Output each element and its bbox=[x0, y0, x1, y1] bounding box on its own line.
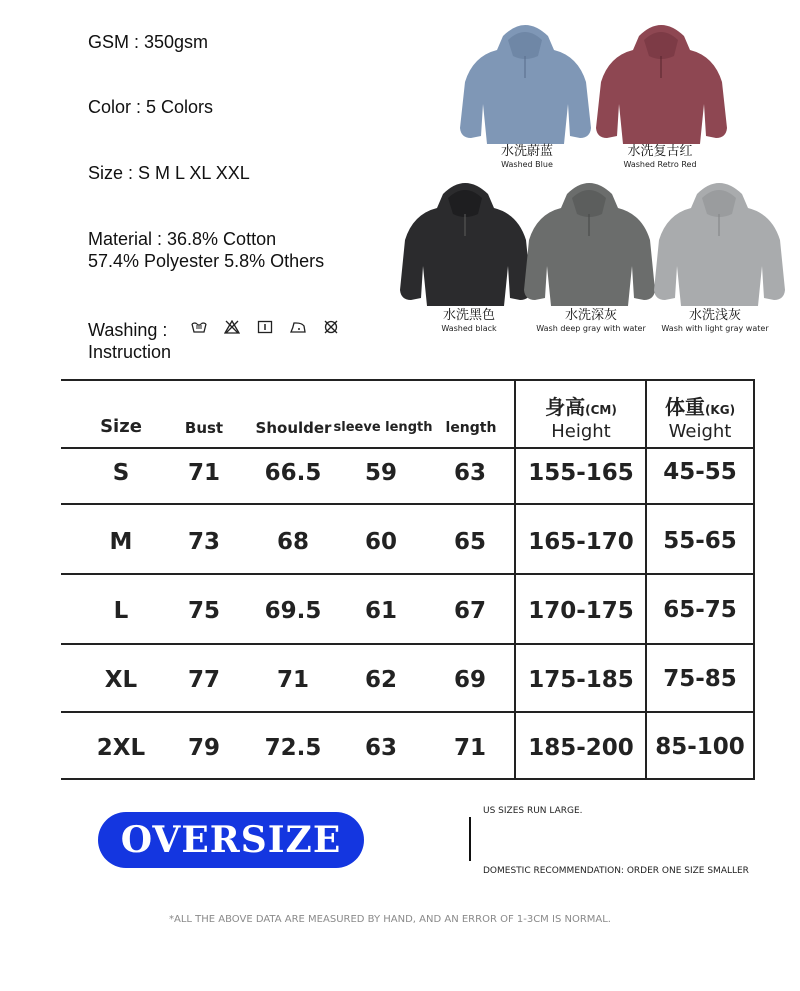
header-size: Size bbox=[100, 416, 142, 437]
spec-gsm: GSM : 350gsm bbox=[88, 32, 209, 52]
hoodie-wash-light-gray-image bbox=[652, 174, 787, 308]
header-length: length bbox=[445, 420, 497, 436]
cell-height: 170-175 bbox=[528, 598, 634, 624]
cell-weight: 45-55 bbox=[663, 459, 737, 485]
cell-length: 65 bbox=[453, 529, 486, 555]
cell-size: S bbox=[112, 460, 130, 486]
cell-shoulder: 69.5 bbox=[264, 598, 322, 624]
cell-size: 2XL bbox=[96, 735, 146, 761]
header-height-unit: (CM) bbox=[585, 403, 617, 417]
wash-icons bbox=[191, 320, 339, 334]
caption-washed-blue bbox=[457, 144, 597, 170]
hand-wash-icon bbox=[191, 320, 207, 334]
caption-washed-blue-en: Washed Blue bbox=[501, 160, 553, 169]
caption-washed-retro-red-en: Washed Retro Red bbox=[623, 160, 697, 169]
header-height-en: Height bbox=[551, 421, 611, 442]
hoodie-washed-black-image bbox=[398, 174, 533, 308]
spec-size: Size : S M L XL XXL bbox=[88, 163, 250, 183]
cell-sleeve: 63 bbox=[364, 735, 397, 761]
caption-wash-deep-gray-cn: 水洗深灰 bbox=[564, 308, 617, 323]
caption-wash-light-gray bbox=[645, 308, 785, 334]
header-shoulder: Shoulder bbox=[255, 419, 332, 437]
cell-bust: 75 bbox=[187, 598, 220, 624]
cell-size: M bbox=[109, 529, 133, 555]
cell-weight: 85-100 bbox=[655, 734, 745, 760]
table-rule-row4 bbox=[61, 711, 755, 713]
cell-sleeve: 62 bbox=[364, 667, 397, 693]
header-weight-cn: 体重 bbox=[664, 395, 705, 419]
table-rule-header bbox=[61, 447, 755, 449]
table-rule-bottom bbox=[61, 778, 755, 780]
do-not-bleach-icon bbox=[224, 320, 240, 334]
cell-sleeve: 61 bbox=[364, 598, 397, 624]
hoodie-washed-retro-red-image bbox=[594, 16, 729, 146]
hoodie-washed-black bbox=[398, 174, 533, 308]
hoodie-washed-blue bbox=[458, 16, 593, 146]
cell-bust: 71 bbox=[187, 460, 220, 486]
cell-shoulder: 66.5 bbox=[264, 460, 322, 486]
caption-wash-light-gray-cn: 水洗浅灰 bbox=[688, 308, 741, 323]
cell-sleeve: 59 bbox=[364, 460, 397, 486]
hoodie-washed-blue-image bbox=[458, 16, 593, 146]
spec-washing bbox=[88, 319, 171, 363]
hoodie-wash-deep-gray bbox=[522, 174, 657, 308]
caption-wash-deep-gray-en: Wash deep gray with water bbox=[536, 324, 646, 333]
header-sleeve: sleeve length bbox=[333, 420, 433, 435]
header-height bbox=[521, 391, 641, 442]
spec-washing-line2: Instruction bbox=[88, 342, 172, 362]
spec-washing-line1: Washing : bbox=[88, 320, 168, 340]
cell-sleeve: 60 bbox=[364, 529, 397, 555]
spec-color: Color : 5 Colors bbox=[88, 97, 214, 117]
cell-length: 67 bbox=[453, 598, 486, 624]
caption-wash-deep-gray bbox=[521, 308, 661, 334]
cell-length: 63 bbox=[453, 460, 486, 486]
cell-height: 175-185 bbox=[528, 667, 634, 693]
header-height-cn: 身高 bbox=[545, 395, 586, 419]
note-recommendation: DOMESTIC RECOMMENDATION: ORDER ONE SIZE SMALLER bbox=[483, 866, 749, 876]
cell-size: XL bbox=[104, 667, 138, 693]
header-weight bbox=[645, 391, 755, 442]
tumble-dry-icon bbox=[257, 320, 273, 334]
cell-size: L bbox=[113, 598, 129, 624]
divider-bar bbox=[469, 817, 471, 861]
caption-washed-black-en: Washed black bbox=[441, 324, 497, 333]
cell-shoulder: 68 bbox=[276, 529, 309, 555]
hoodie-washed-retro-red bbox=[594, 16, 729, 146]
do-not-dry-clean-icon bbox=[323, 320, 339, 334]
hoodie-wash-deep-gray-image bbox=[522, 174, 657, 308]
table-rule-top bbox=[61, 379, 755, 381]
hoodie-wash-light-gray bbox=[652, 174, 787, 308]
table-rule-row3 bbox=[61, 643, 755, 645]
spec-material bbox=[88, 228, 324, 272]
spec-material-line2: 57.4% Polyester 5.8% Others bbox=[88, 251, 325, 271]
caption-washed-black bbox=[399, 308, 539, 334]
header-weight-en: Weight bbox=[668, 421, 732, 442]
oversize-badge bbox=[98, 812, 364, 868]
cell-length: 71 bbox=[453, 735, 486, 761]
cell-height: 155-165 bbox=[528, 460, 634, 486]
size-chart-table bbox=[61, 379, 755, 780]
oversize-label: OVERSIZE bbox=[120, 819, 342, 861]
cell-shoulder: 72.5 bbox=[264, 735, 322, 761]
table-rule-row1 bbox=[61, 503, 755, 505]
cell-bust: 77 bbox=[187, 667, 220, 693]
cell-length: 69 bbox=[453, 667, 486, 693]
table-rule-row2 bbox=[61, 573, 755, 575]
cell-height: 185-200 bbox=[528, 735, 634, 761]
spec-material-line1: Material : 36.8% Cotton bbox=[88, 229, 277, 249]
caption-wash-light-gray-en: Wash with light gray water bbox=[661, 324, 769, 333]
caption-washed-retro-red-cn: 水洗复古红 bbox=[627, 144, 693, 159]
caption-washed-blue-cn: 水洗蔚蓝 bbox=[500, 144, 553, 159]
note-us-sizes: US SIZES RUN LARGE. bbox=[483, 806, 583, 816]
header-bust: Bust bbox=[184, 419, 224, 437]
cell-height: 165-170 bbox=[528, 529, 634, 555]
cell-weight: 75-85 bbox=[663, 666, 737, 692]
header-weight-unit: (KG) bbox=[704, 403, 736, 417]
table-divider-left bbox=[514, 379, 516, 780]
cell-bust: 73 bbox=[187, 529, 220, 555]
cell-shoulder: 71 bbox=[276, 667, 309, 693]
iron-low-icon bbox=[290, 320, 306, 334]
caption-washed-black-cn: 水洗黑色 bbox=[442, 308, 495, 323]
cell-bust: 79 bbox=[187, 735, 220, 761]
cell-weight: 65-75 bbox=[663, 597, 737, 623]
caption-washed-retro-red bbox=[590, 144, 730, 170]
measurement-footnote: *ALL THE ABOVE DATA ARE MEASURED BY HAND, AND AN ERROR OF 1-3CM IS NORMAL. bbox=[168, 914, 611, 925]
cell-weight: 55-65 bbox=[663, 528, 737, 554]
